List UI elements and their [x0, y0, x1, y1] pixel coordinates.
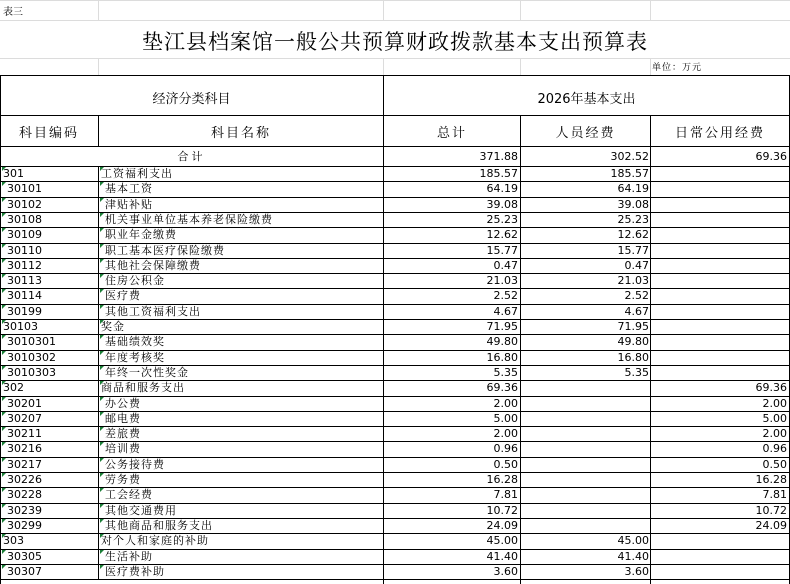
row-name: 工资福利支出	[101, 167, 173, 180]
text-indicator-icon	[100, 274, 104, 278]
row-total: 16.28	[486, 473, 518, 486]
row-name: 机关事业单位基本养老保险缴费	[105, 213, 273, 226]
row-code: 30114	[7, 289, 42, 302]
row-total: 2.00	[493, 397, 518, 410]
row-name: 住房公积金	[105, 274, 165, 287]
row-personnel	[521, 518, 649, 533]
row-daily	[652, 533, 787, 548]
row-name: 其他工资福利支出	[105, 305, 201, 318]
row-daily: 24.09	[755, 519, 787, 532]
row-daily	[652, 334, 787, 349]
row-name: 职业年金缴费	[105, 228, 177, 241]
text-indicator-icon	[2, 198, 6, 202]
row-code: 30109	[7, 228, 42, 241]
row-total: 16.80	[486, 351, 518, 364]
row-name: 其他社会保障缴费	[105, 259, 201, 272]
header-col-name: 科目名称	[210, 126, 271, 141]
row-name: 基础绩效奖	[105, 335, 165, 348]
row-code: 30110	[7, 244, 42, 257]
header-col-personnel: 人员经费	[555, 126, 616, 141]
row-personnel	[521, 472, 649, 487]
text-indicator-icon	[2, 335, 6, 339]
text-indicator-icon	[100, 550, 104, 554]
row-personnel: 21.03	[617, 274, 649, 287]
row-personnel: 41.40	[617, 550, 649, 563]
row-daily	[652, 243, 787, 258]
text-indicator-icon	[2, 213, 6, 217]
text-indicator-icon	[2, 305, 6, 309]
text-indicator-icon	[2, 504, 6, 508]
row-personnel: 12.62	[617, 228, 649, 241]
row-personnel: 4.67	[624, 305, 649, 318]
row-personnel: 71.95	[617, 320, 649, 333]
text-indicator-icon	[100, 519, 104, 523]
row-code: 3010303	[7, 366, 56, 379]
row-personnel: 64.19	[617, 182, 649, 195]
row-personnel	[521, 503, 649, 518]
row-daily: 69.36	[755, 381, 787, 394]
text-indicator-icon	[100, 427, 104, 431]
text-indicator-icon	[2, 167, 6, 171]
text-indicator-icon	[2, 427, 6, 431]
text-indicator-icon	[2, 473, 6, 477]
text-indicator-icon	[2, 259, 6, 263]
row-daily	[652, 319, 787, 334]
row-personnel	[521, 487, 649, 502]
row-total: 10.72	[486, 504, 518, 517]
text-indicator-icon	[100, 244, 104, 248]
row-total: 45.00	[486, 534, 518, 547]
text-indicator-icon	[100, 458, 104, 462]
total-personnel: 302.52	[610, 150, 649, 163]
row-personnel: 49.80	[617, 335, 649, 348]
text-indicator-icon	[100, 228, 104, 232]
row-total: 71.95	[486, 320, 518, 333]
row-personnel: 0.47	[624, 259, 649, 272]
text-indicator-icon	[2, 397, 6, 401]
text-indicator-icon	[100, 381, 104, 385]
row-code: 303	[3, 534, 24, 547]
text-indicator-icon	[2, 488, 6, 492]
text-indicator-icon	[2, 289, 6, 293]
header-group-economic: 经济分类科目	[152, 92, 231, 107]
row-daily	[652, 365, 787, 380]
row-name: 职工基本医疗保险缴费	[105, 244, 225, 257]
header-col-total: 总计	[436, 126, 467, 141]
row-code: 30112	[7, 259, 42, 272]
row-daily: 10.72	[755, 504, 787, 517]
text-indicator-icon	[2, 351, 6, 355]
row-personnel: 3.60	[624, 565, 649, 578]
row-code: 301	[3, 167, 24, 180]
row-total: 41.40	[486, 550, 518, 563]
text-indicator-icon	[100, 412, 104, 416]
row-daily	[652, 564, 787, 579]
header-col-daily: 日常公用经费	[674, 126, 765, 141]
row-total: 3.60	[493, 565, 518, 578]
row-total: 5.00	[493, 412, 518, 425]
text-indicator-icon	[100, 213, 104, 217]
text-indicator-icon	[2, 534, 6, 538]
row-daily: 2.00	[762, 397, 787, 410]
row-daily	[652, 288, 787, 303]
row-code: 30299	[7, 519, 42, 532]
row-name: 医疗费补助	[105, 565, 165, 578]
row-code: 30226	[7, 473, 42, 486]
row-daily: 0.50	[762, 458, 787, 471]
row-personnel: 25.23	[617, 213, 649, 226]
row-code: 3010302	[7, 351, 56, 364]
text-indicator-icon	[2, 381, 6, 385]
row-total: 69.36	[486, 381, 518, 394]
header-col-code: 科目编码	[18, 126, 79, 141]
text-indicator-icon	[100, 442, 104, 446]
text-indicator-icon	[2, 320, 6, 324]
text-indicator-icon	[100, 397, 104, 401]
row-code: 30199	[7, 305, 42, 318]
row-name: 差旅费	[105, 427, 141, 440]
total-daily: 69.36	[755, 150, 787, 163]
text-indicator-icon	[2, 182, 6, 186]
row-code: 3010301	[7, 335, 56, 348]
row-code: 30101	[7, 182, 42, 195]
text-indicator-icon	[2, 228, 6, 232]
row-name: 劳务费	[105, 473, 141, 486]
text-indicator-icon	[2, 366, 6, 370]
row-personnel: 15.77	[617, 244, 649, 257]
row-daily	[652, 166, 787, 181]
row-daily	[652, 350, 787, 365]
text-indicator-icon	[100, 366, 104, 370]
row-code: 30102	[7, 198, 42, 211]
row-code: 30239	[7, 504, 42, 517]
row-personnel	[521, 411, 649, 426]
row-total: 185.57	[479, 167, 518, 180]
row-code: 30103	[3, 320, 38, 333]
row-total: 0.50	[493, 458, 518, 471]
row-total: 15.77	[486, 244, 518, 257]
row-code: 30217	[7, 458, 42, 471]
row-name: 邮电费	[105, 412, 141, 425]
row-personnel	[521, 426, 649, 441]
text-indicator-icon	[2, 412, 6, 416]
row-total: 0.96	[493, 442, 518, 455]
row-total: 21.03	[486, 274, 518, 287]
text-indicator-icon	[100, 488, 104, 492]
row-code: 30113	[7, 274, 42, 287]
text-indicator-icon	[2, 244, 6, 248]
row-total: 64.19	[486, 182, 518, 195]
row-personnel: 5.35	[624, 366, 649, 379]
row-daily	[652, 273, 787, 288]
row-total: 24.09	[486, 519, 518, 532]
text-indicator-icon	[100, 351, 104, 355]
row-code: 30307	[7, 565, 42, 578]
row-daily	[652, 549, 787, 564]
row-total: 25.23	[486, 213, 518, 226]
row-personnel: 39.08	[617, 198, 649, 211]
row-total: 39.08	[486, 198, 518, 211]
row-name: 津贴补贴	[105, 198, 153, 211]
row-total: 0.47	[493, 259, 518, 272]
row-total: 12.62	[486, 228, 518, 241]
row-total: 2.00	[493, 427, 518, 440]
row-code: 30228	[7, 488, 42, 501]
row-total: 2.52	[493, 289, 518, 302]
row-name: 商品和服务支出	[101, 381, 185, 394]
row-daily	[652, 258, 787, 273]
text-indicator-icon	[100, 335, 104, 339]
row-name: 奖金	[101, 320, 125, 333]
row-personnel: 2.52	[624, 289, 649, 302]
row-name: 培训费	[105, 442, 141, 455]
row-personnel	[521, 441, 649, 456]
row-total: 5.35	[493, 366, 518, 379]
row-code: 30305	[7, 550, 42, 563]
text-indicator-icon	[2, 565, 6, 569]
row-code: 30108	[7, 213, 42, 226]
text-indicator-icon	[2, 550, 6, 554]
text-indicator-icon	[100, 565, 104, 569]
row-total: 49.80	[486, 335, 518, 348]
row-name: 公务接待费	[105, 458, 165, 471]
text-indicator-icon	[100, 198, 104, 202]
total-total: 371.88	[479, 150, 518, 163]
row-code: 30216	[7, 442, 42, 455]
text-indicator-icon	[100, 504, 104, 508]
row-daily	[652, 212, 787, 227]
row-name: 医疗费	[105, 289, 141, 302]
row-name: 基本工资	[105, 182, 153, 195]
row-name: 年度考核奖	[105, 351, 165, 364]
row-code: 302	[3, 381, 24, 394]
text-indicator-icon	[2, 442, 6, 446]
row-personnel: 185.57	[610, 167, 649, 180]
row-daily: 2.00	[762, 427, 787, 440]
row-personnel	[521, 380, 649, 395]
row-daily	[652, 197, 787, 212]
text-indicator-icon	[100, 320, 104, 324]
row-personnel	[521, 396, 649, 411]
row-code: 30207	[7, 412, 42, 425]
row-daily: 7.81	[762, 488, 787, 501]
text-indicator-icon	[100, 259, 104, 263]
text-indicator-icon	[100, 473, 104, 477]
row-name: 年终一次性奖金	[105, 366, 189, 379]
unit-label: 单位：万元	[652, 63, 703, 73]
row-name: 生活补助	[105, 550, 153, 563]
row-daily	[652, 304, 787, 319]
row-total: 4.67	[493, 305, 518, 318]
row-name: 工会经费	[105, 488, 153, 501]
row-name: 其他交通费用	[105, 504, 177, 517]
row-daily	[652, 227, 787, 242]
text-indicator-icon	[100, 289, 104, 293]
text-indicator-icon	[2, 519, 6, 523]
row-daily: 5.00	[762, 412, 787, 425]
text-indicator-icon	[100, 305, 104, 309]
row-personnel	[521, 457, 649, 472]
page-title: 垫江县档案馆一般公共预算财政拨款基本支出预算表	[142, 30, 648, 54]
text-indicator-icon	[2, 458, 6, 462]
row-name: 对个人和家庭的补助	[101, 534, 209, 547]
text-indicator-icon	[2, 274, 6, 278]
text-indicator-icon	[100, 167, 104, 171]
total-label: 合计	[177, 150, 206, 163]
sheet-label: 表三	[3, 7, 23, 18]
header-group-year: 2026年基本支出	[537, 92, 636, 107]
row-code: 30201	[7, 397, 42, 410]
row-daily	[652, 181, 787, 196]
row-total: 7.81	[493, 488, 518, 501]
text-indicator-icon	[100, 534, 104, 538]
row-name: 其他商品和服务支出	[105, 519, 213, 532]
row-personnel: 16.80	[617, 351, 649, 364]
row-daily: 0.96	[762, 442, 787, 455]
row-name: 办公费	[105, 397, 141, 410]
row-personnel: 45.00	[617, 534, 649, 547]
row-daily: 16.28	[755, 473, 787, 486]
text-indicator-icon	[100, 182, 104, 186]
row-code: 30211	[7, 427, 42, 440]
